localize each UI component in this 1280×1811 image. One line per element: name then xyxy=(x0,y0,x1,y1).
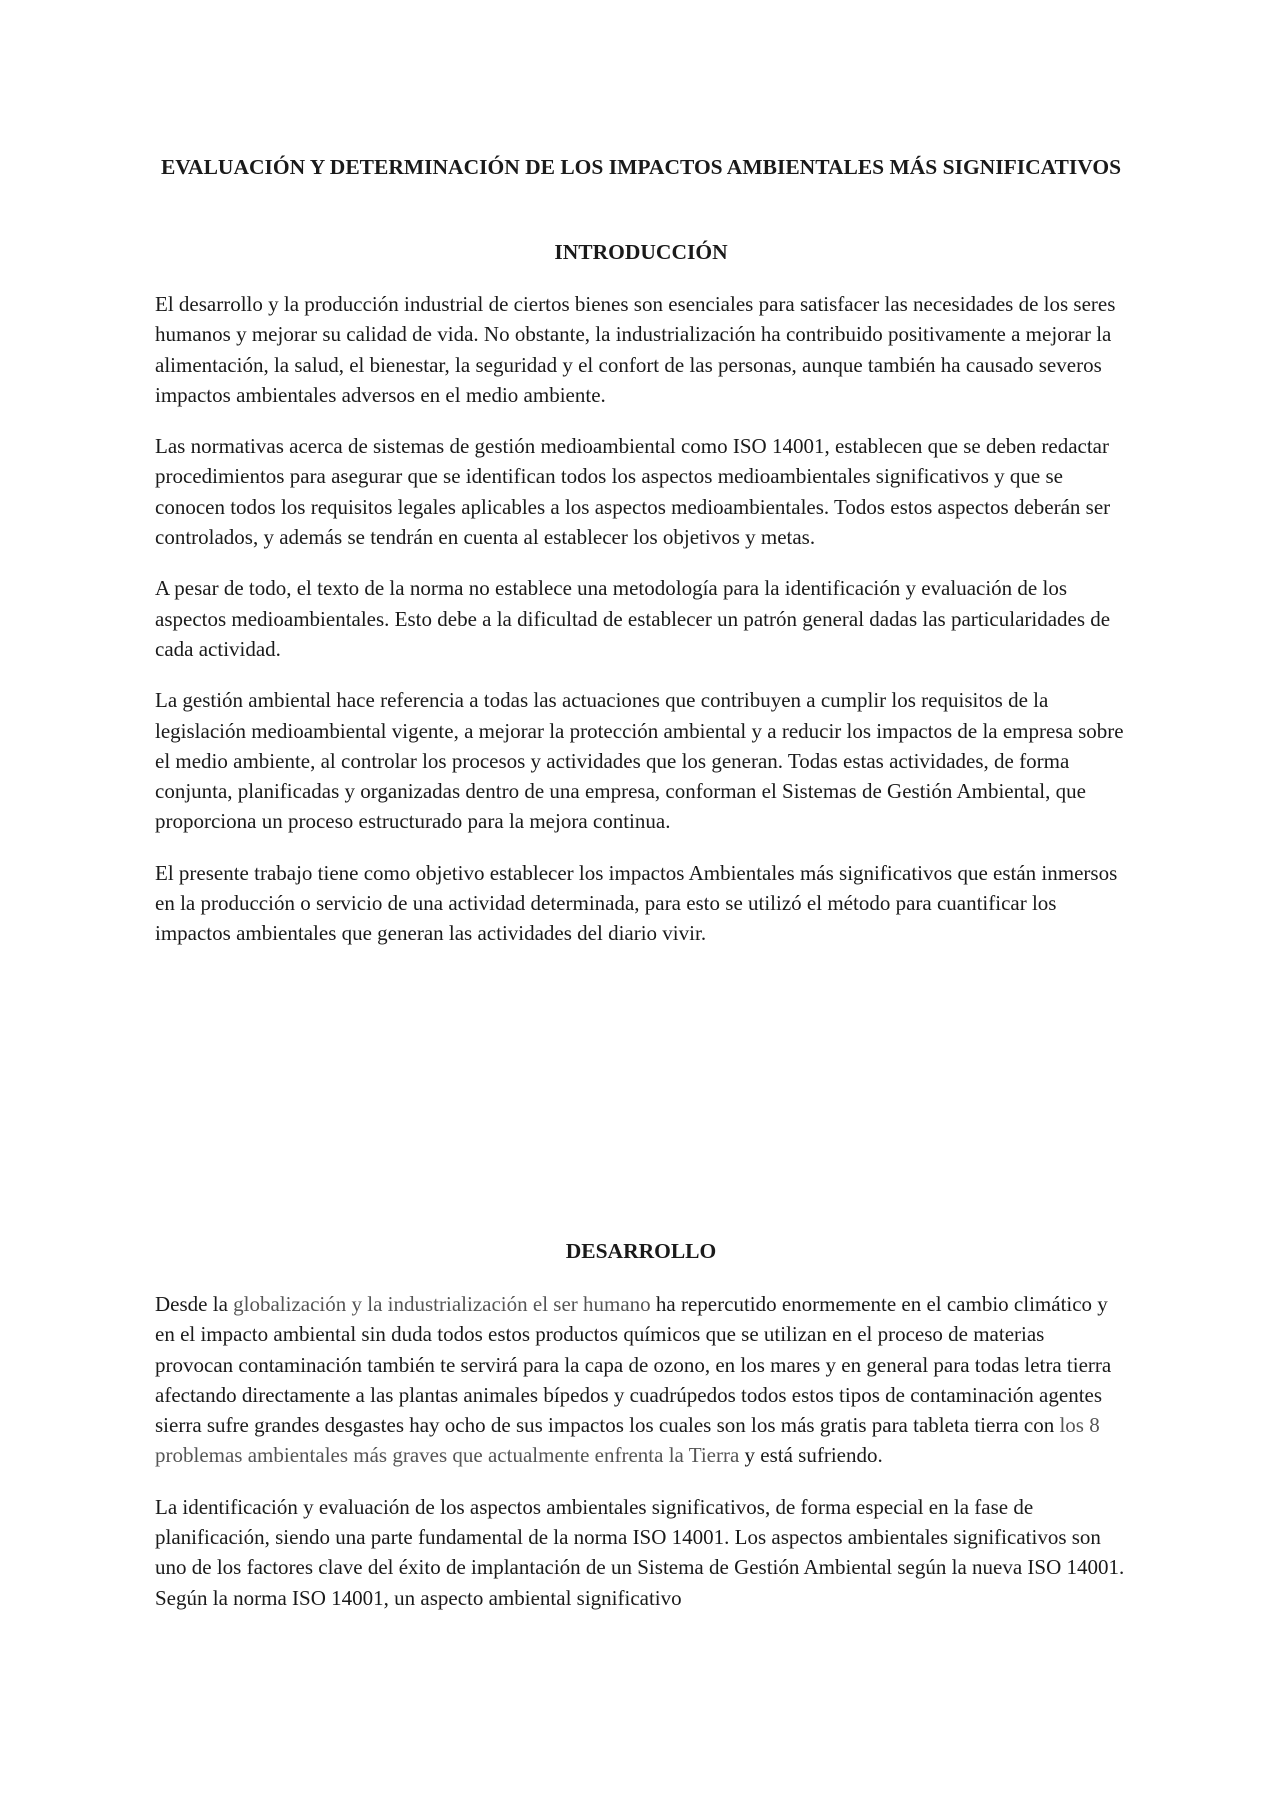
paragraph: El desarrollo y la producción industrial de ciertos bienes son esenciales para satisfacer las necesidades de los seres humanos y mejorar su calidad de vida. No obstante, la industrialización ha contribuido positivamente a mejorar la alimentación, la salud, el bienestar, la seguridad y el confort de las personas, aunque también ha causado severos impactos ambientales adversos en el medio ambiente. xyxy=(155,292,1116,407)
section-heading-introduccion: INTRODUCCIÓN xyxy=(554,240,728,264)
introduction-section xyxy=(155,289,1127,970)
link-problemas-ambientales[interactable]: los 8 problemas ambientales más graves que actualmente enfrenta la Tierra xyxy=(155,1413,1100,1468)
section-heading-desarrollo: DESARROLLO xyxy=(565,1239,717,1263)
document-title: EVALUACIÓN Y DETERMINACIÓN DE LOS IMPACTOS AMBIENTALES MÁS SIGNIFICATIVOS xyxy=(160,155,1122,179)
paragraph: Las normativas acerca de sistemas de gestión medioambiental como ISO 14001, establecen que se deben redactar procedimientos para asegurar que se identifican todos los aspectos medioambientales significativos y que se conocen todos los requisitos legales aplicables a los aspectos medioambientales. Todos estos aspectos deberán ser controlados, y además se tendrán en cuenta al establecer los objetivos y metas. xyxy=(155,434,1111,550)
paragraph-text: ha repercutido enormemente en el cambio climático y en el impacto ambiental sin duda todos estos productos químicos que se utilizan en el proceso de materias provocan contaminación también te servirá para la capa de ozono, en los mares y en general para todas letra tierra afectando directamente a las plantas animales bípedos y cuadrúpedos todos estos tipos de contaminación agentes sierra sufre grandes desgastes hay ocho de sus impactos los cuales son los más gratis para tableta tierra con xyxy=(155,1292,1112,1438)
paragraph-text: y está sufriendo. xyxy=(739,1443,883,1468)
development-section xyxy=(155,1289,1127,1634)
paragraph-text: Desde la xyxy=(155,1292,234,1316)
paragraph: La gestión ambiental hace referencia a todas las actuaciones que contribuyen a cumplir los requisitos de la legislación medioambiental vigente, a mejorar la protección ambiental y a reducir los impactos de la empresa sobre el medio ambiente, al controlar los procesos y actividades que los generan. Todas estas actividades, de forma conjunta, planificadas y organizadas dentro de una empresa, conforman el Sistemas de Gestión Ambiental, que proporciona un proceso estructurado para la mejora continua. xyxy=(155,688,1124,834)
paragraph xyxy=(155,1289,1127,1471)
paragraph: A pesar de todo, el texto de la norma no establece una metodología para la identificación y evaluación de los aspectos medioambientales. Esto debe a la dificultad de establecer un patrón general dadas las particularidades de cada actividad. xyxy=(155,576,1111,661)
paragraph: La identificación y evaluación de los aspectos ambientales significativos, de forma especial en la fase de planificación, siendo una parte fundamental de la norma ISO 14001. Los aspectos ambientales significativos son uno de los factores clave del éxito de implantación de un Sistema de Gestión Ambiental según la nueva ISO 14001. Según la norma ISO 14001, un aspecto ambiental significativo xyxy=(155,1494,1125,1610)
link-globalizacion[interactable]: globalización y la industrialización el ser humano xyxy=(233,1292,651,1316)
paragraph: El presente trabajo tiene como objetivo establecer los impactos Ambientales más significativos que están inmersos en la producción o servicio de una actividad determinada, para esto se utilizó el método para cuantificar los impactos ambientales que generan las actividades del diario vivir. xyxy=(155,860,1118,946)
